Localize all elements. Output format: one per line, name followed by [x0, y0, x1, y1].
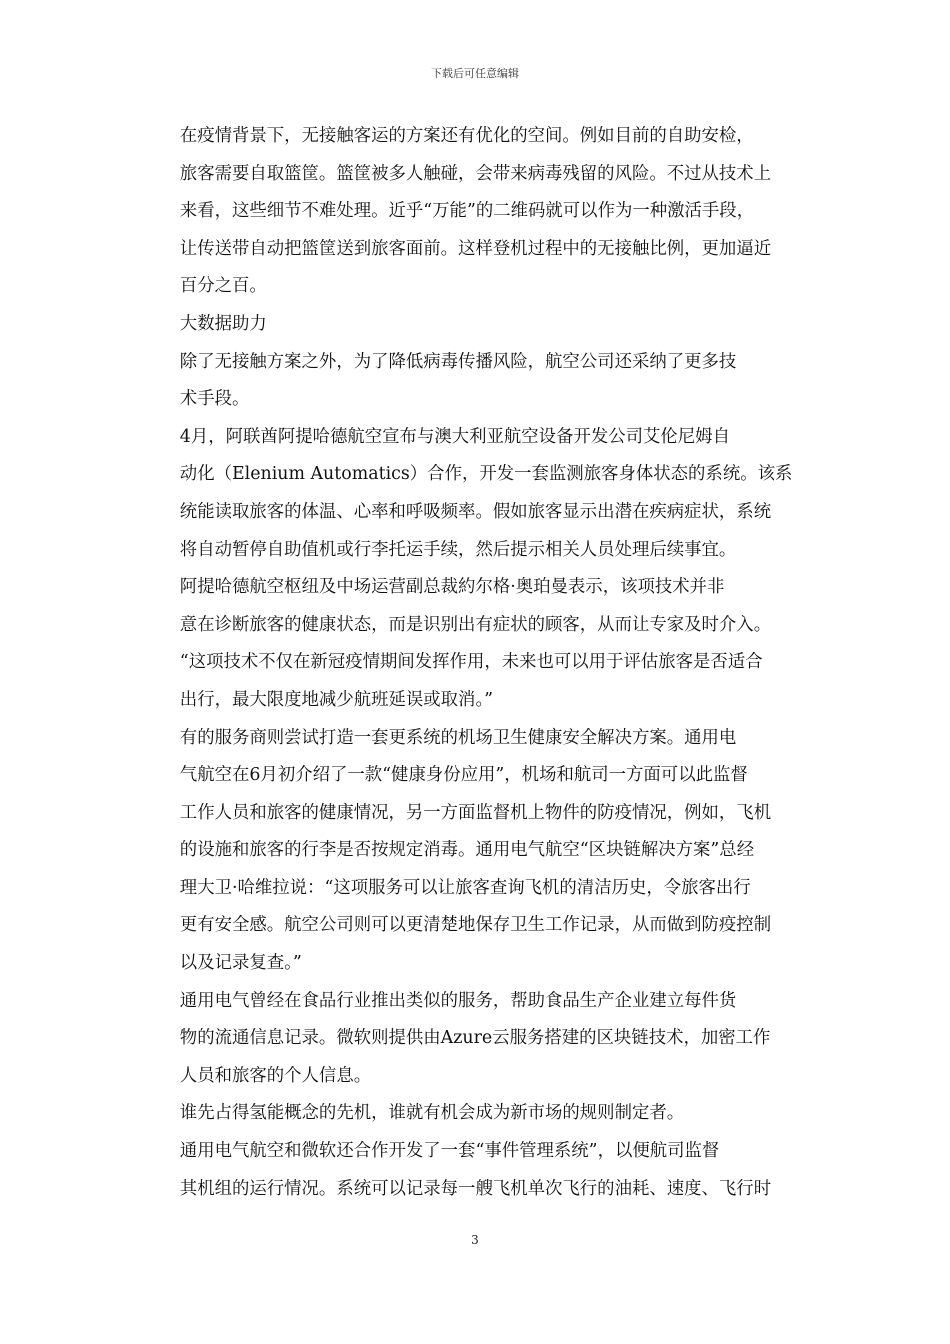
- text-line: 理大卫·哈维拉说：“这项服务可以让旅客查询飞机的清洁历史，令旅客出行: [179, 877, 751, 898]
- paragraph-etihad-elenium: [145, 419, 807, 569]
- paragraph-contactless-optimization: [145, 118, 807, 306]
- text-line: 来看，这些细节不难处理。近乎“万能”的二维码就可以作为一种激活手段，: [179, 201, 755, 222]
- text-line: 工作人员和旅客的健康情况，另一方面监督机上物件的防疫情况，例如，飞机: [179, 802, 772, 823]
- text-line: 在疫情背景下，无接触客运的方案还有优化的空间。例如目前的自助安检，: [179, 126, 754, 146]
- paragraph-hydrogen: [145, 1095, 807, 1133]
- text-line: 大数据助力: [179, 313, 267, 334]
- text-line: 阿提哈德航空枢纽及中场运营副总裁約尔格·奥珀曼表示，该项技术并非: [179, 577, 725, 598]
- text-line: 动化（Elenium Automatics）合作，开发一套监测旅客身体状态的系统。该系: [179, 464, 793, 485]
- text-line: 旅客需要自取篮筐。篮筐被多人触碰，会带来病毒残留的风险。不过从技术上: [179, 163, 772, 184]
- text-line: 的设施和旅客的行李是否按规定消毒。通用电气航空“区块链解决方案”总经: [179, 840, 755, 861]
- page-header: 下载后可任意编辑: [431, 67, 519, 80]
- text-line: 人员和旅客的个人信息。: [179, 1065, 372, 1086]
- text-line: 以及记录复查。”: [179, 953, 302, 974]
- text-line: 有的服务商则尝试打造一套更系统的机场卫生健康安全解决方案。通用电: [179, 727, 737, 748]
- text-line: 通用电气曾经在食品行业推出类似的服务，帮助食品生产企业建立每件货: [179, 990, 737, 1011]
- paragraph-etihad-quote: [145, 569, 807, 719]
- text-line: 统能读取旅客的体温、心率和呼吸频率。假如旅客显示出潜在疾病症状，系统: [179, 501, 772, 522]
- section-heading-big-data: [145, 306, 807, 344]
- paragraph-more-tech: [145, 344, 807, 419]
- text-line: 将自动暂停自助值机或行李托运手续，然后提示相关人员处理后续事宜。: [179, 539, 737, 560]
- page-number: 3: [471, 1233, 479, 1247]
- text-line: 其机组的运行情况。系统可以记录每一艘飞机单次飞行的油耗、速度、飞行时: [179, 1178, 772, 1199]
- text-line: 物的流通信息记录。微软则提供由Azure云服务搭建的区块链技术，加密工作: [179, 1028, 771, 1049]
- text-line: 谁先占得氢能概念的先机，谁就有机会成为新市场的规则制定者。: [179, 1103, 685, 1124]
- paragraph-ge-health-app: [145, 720, 807, 983]
- text-line: 除了无接触方案之外，为了降低病毒传播风险，航空公司还采纳了更多技: [179, 351, 737, 372]
- text-line: 百分之百。: [179, 276, 267, 297]
- text-line: 术手段。: [179, 389, 250, 410]
- paragraph-ge-food-azure: [145, 983, 807, 1096]
- text-line: 出行，最大限度地减少航班延误或取消。”: [179, 689, 494, 710]
- text-line: 意在诊断旅客的健康状态，而是识别出有症状的顾客，从而让专家及时介入。: [179, 614, 772, 635]
- paragraph-event-management: [145, 1133, 807, 1208]
- text-line: 通用电气航空和微软还合作开发了一套“事件管理系统”，以便航司监督: [179, 1141, 720, 1162]
- text-line: 4月，阿联酋阿提哈德航空宣布与澳大利亚航空设备开发公司艾伦尼姆自: [179, 426, 730, 447]
- text-line: 让传送带自动把篮筐送到旅客面前。这样登机过程中的无接触比例，更加逼近: [179, 238, 772, 259]
- text-line: 更有安全感。航空公司则可以更清楚地保存卫生工作记录，从而做到防疫控制: [179, 915, 772, 936]
- text-line: 气航空在6月初介绍了一款“健康身份应用”，机场和航司一方面可以此监督: [179, 765, 748, 786]
- document-body: [145, 118, 807, 1208]
- text-line: “这项技术不仅在新冠疫情期间发挥作用，未来也可以用于评估旅客是否适合: [179, 652, 763, 673]
